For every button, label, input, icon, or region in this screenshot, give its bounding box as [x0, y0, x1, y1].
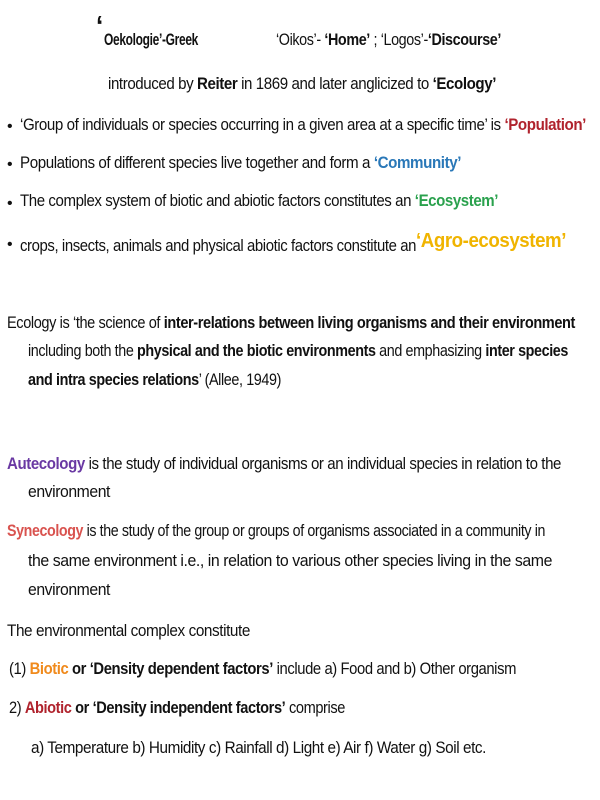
quote-mark: ‘: [96, 10, 103, 40]
autecology-line-2: environment: [28, 483, 111, 501]
abiotic-line: 2) Abiotic or ‘Density independent factors’ comprise: [9, 699, 345, 717]
intro-line: introduced by Reiter in 1869 and later anglicized to ‘Ecology’: [108, 75, 496, 93]
env-complex-line: The environmental complex constitute: [7, 622, 250, 640]
biotic-line: (1) Biotic or ‘Density dependent factors’ include a) Food and b) Other organism: [9, 660, 517, 678]
synecology-line-3: environment: [28, 581, 111, 599]
bullet-population: ‘Group of individuals or species occurring in a given area at a specific time’ is ‘Population’: [20, 116, 586, 134]
title-term: Oekologie’-Greek: [104, 31, 198, 49]
bullet-3-mark: •: [7, 195, 13, 212]
bullet-agro-ecosystem: crops, insects, animals and physical abiotic factors constitute an‘Agro-ecosystem’: [20, 230, 567, 255]
definition-line-1: Ecology is ‘the science of inter-relations between living organisms and their environment: [7, 314, 575, 332]
definition-line-2: including both the physical and the biotic environments and emphasizing inter species: [28, 342, 568, 360]
bullet-1-mark: •: [7, 118, 13, 135]
bullet-community: Populations of different species live together and form a ‘Community’: [20, 154, 462, 172]
definition-line-3: and intra species relations’ (Allee, 1949): [28, 371, 281, 389]
bullet-ecosystem: The complex system of biotic and abiotic factors constitutes an ‘Ecosystem’: [20, 192, 499, 210]
synecology-line-2: the same environment i.e., in relation to various other species living in the same: [28, 552, 552, 570]
bullet-4-mark: •: [7, 236, 13, 253]
title-etymology: ‘Oikos’- ‘Home’ ; ‘Logos’-‘Discourse’: [276, 31, 501, 49]
bullet-2-mark: •: [7, 156, 13, 173]
abiotic-list: a) Temperature b) Humidity c) Rainfall d) Light e) Air f) Water g) Soil etc.: [31, 739, 486, 757]
synecology-line-1: Synecology is the study of the group or groups of organisms associated in a community in: [7, 522, 546, 540]
autecology-line-1: Autecology is the study of individual organisms or an individual species in relation to the: [7, 455, 561, 473]
